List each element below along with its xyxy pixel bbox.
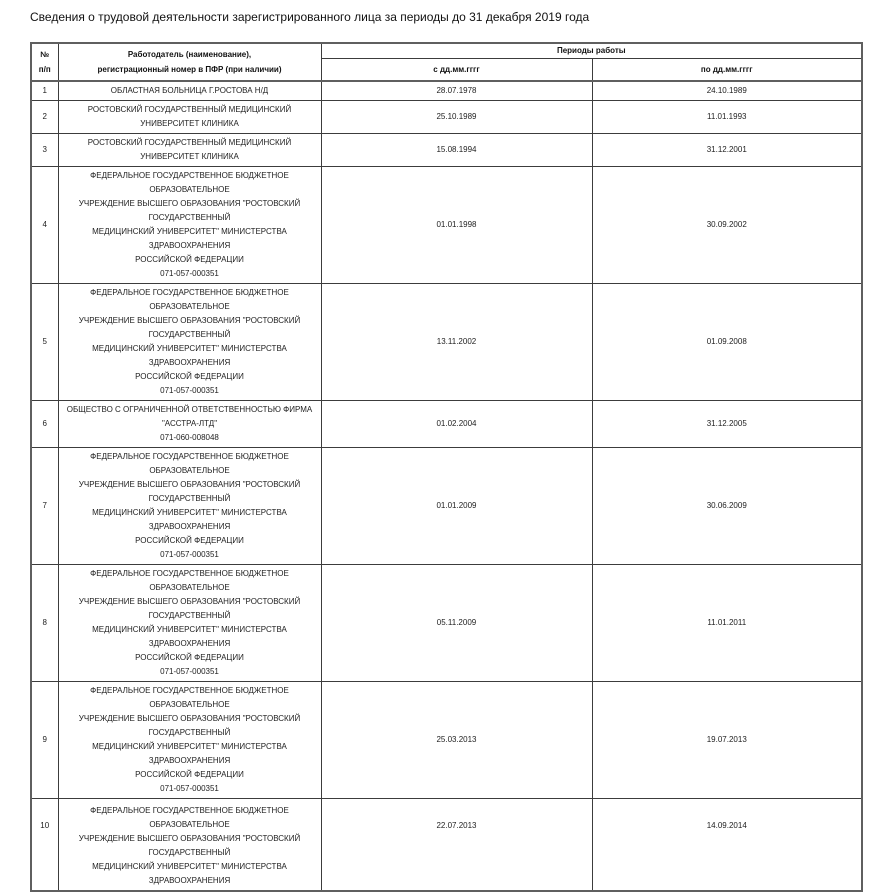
employer-line: 071-057-000351 — [160, 550, 219, 559]
employer-line: РОССИЙСКОЙ ФЕДЕРАЦИИ — [135, 372, 244, 381]
employment-history-table — [30, 42, 863, 892]
employer-cell — [58, 81, 321, 101]
date-from-cell: 25.03.2013 — [321, 682, 592, 799]
employer-cell — [58, 682, 321, 799]
date-from-cell: 15.08.1994 — [321, 134, 592, 167]
table-row — [31, 799, 862, 892]
document-title: Сведения о трудовой деятельности зарегистрированного лица за периоды до 31 декабря 2019 года — [30, 10, 590, 24]
row-number-cell: 1 — [31, 81, 58, 101]
table-row — [31, 401, 862, 448]
employer-line: МЕДИЦИНСКИЙ УНИВЕРСИТЕТ" МИНИСТЕРСТВА ЗДРАВООХРАНЕНИЯ — [92, 862, 287, 885]
date-to-cell: 14.09.2014 — [592, 799, 862, 892]
row-number-cell: 9 — [31, 682, 58, 799]
row-number-cell: 8 — [31, 565, 58, 682]
employer-cell — [58, 167, 321, 284]
employer-cell — [58, 101, 321, 134]
date-to-cell: 19.07.2013 — [592, 682, 862, 799]
header-employer-line2: регистрационный номер в ПФР (при наличии) — [97, 65, 282, 74]
employer-cell — [58, 799, 321, 892]
employer-cell — [58, 401, 321, 448]
header-number — [31, 43, 58, 81]
date-from-cell: 01.01.1998 — [321, 167, 592, 284]
date-from-cell: 25.10.1989 — [321, 101, 592, 134]
employer-cell — [58, 284, 321, 401]
employer-line: РОССИЙСКОЙ ФЕДЕРАЦИИ — [135, 536, 244, 545]
header-date-from: с дд.мм.гггг — [321, 58, 592, 81]
employer-line: УЧРЕЖДЕНИЕ ВЫСШЕГО ОБРАЗОВАНИЯ "РОСТОВСКИЙ ГОСУДАРСТВЕННЫЙ — [78, 199, 301, 222]
row-number-cell: 6 — [31, 401, 58, 448]
employer-cell — [58, 134, 321, 167]
header-date-to: по дд.мм.гггг — [592, 58, 862, 81]
employer-line: РОССИЙСКОЙ ФЕДЕРАЦИИ — [135, 653, 244, 662]
table-row — [31, 134, 862, 167]
employer-line: 071-057-000351 — [160, 667, 219, 676]
employer-line: МЕДИЦИНСКИЙ УНИВЕРСИТЕТ" МИНИСТЕРСТВА ЗДРАВООХРАНЕНИЯ — [92, 742, 287, 765]
row-number-cell: 5 — [31, 284, 58, 401]
employer-line: 071-060-008048 — [160, 433, 219, 442]
table-row — [31, 101, 862, 134]
table-row — [31, 565, 862, 682]
date-to-cell: 11.01.2011 — [592, 565, 862, 682]
employer-line: ФЕДЕРАЛЬНОЕ ГОСУДАРСТВЕННОЕ БЮДЖЕТНОЕ ОБРАЗОВАТЕЛЬНОЕ — [90, 452, 289, 475]
row-number-cell: 3 — [31, 134, 58, 167]
employer-cell — [58, 448, 321, 565]
date-from-cell: 28.07.1978 — [321, 81, 592, 101]
employer-line: ОБЛАСТНАЯ БОЛЬНИЦА Г.РОСТОВА Н/Д — [110, 86, 269, 95]
employer-line: МЕДИЦИНСКИЙ УНИВЕРСИТЕТ" МИНИСТЕРСТВА ЗДРАВООХРАНЕНИЯ — [92, 625, 287, 648]
row-number-cell: 2 — [31, 101, 58, 134]
row-number-cell: 7 — [31, 448, 58, 565]
employer-line: УЧРЕЖДЕНИЕ ВЫСШЕГО ОБРАЗОВАНИЯ "РОСТОВСКИЙ ГОСУДАРСТВЕННЫЙ — [78, 714, 301, 737]
date-from-cell: 01.01.2009 — [321, 448, 592, 565]
employer-line: РОСТОВСКИЙ ГОСУДАРСТВЕННЫЙ МЕДИЦИНСКИЙ УНИВЕРСИТЕТ КЛИНИКА — [87, 138, 292, 161]
date-from-cell: 01.02.2004 — [321, 401, 592, 448]
date-to-cell: 30.06.2009 — [592, 448, 862, 565]
header-employer-line1: Работодатель (наименование), — [127, 50, 252, 59]
date-from-cell: 13.11.2002 — [321, 284, 592, 401]
table-row — [31, 167, 862, 284]
table-row — [31, 81, 862, 101]
employer-line: УЧРЕЖДЕНИЕ ВЫСШЕГО ОБРАЗОВАНИЯ "РОСТОВСКИЙ ГОСУДАРСТВЕННЫЙ — [78, 834, 301, 857]
date-to-cell: 31.12.2005 — [592, 401, 862, 448]
employer-line: ФЕДЕРАЛЬНОЕ ГОСУДАРСТВЕННОЕ БЮДЖЕТНОЕ ОБРАЗОВАТЕЛЬНОЕ — [90, 569, 289, 592]
employer-line: УЧРЕЖДЕНИЕ ВЫСШЕГО ОБРАЗОВАНИЯ "РОСТОВСКИЙ ГОСУДАРСТВЕННЫЙ — [78, 316, 301, 339]
header-number-line1: № — [40, 50, 50, 59]
header-number-line2: п/п — [38, 65, 51, 74]
employer-line: ОБЩЕСТВО С ОГРАНИЧЕННОЙ ОТВЕТСТВЕННОСТЬЮ ФИРМА "АССТРА-ЛТД" — [66, 405, 313, 428]
row-number-cell: 10 — [31, 799, 58, 892]
date-to-cell: 11.01.1993 — [592, 101, 862, 134]
date-from-cell: 05.11.2009 — [321, 565, 592, 682]
employer-cell — [58, 565, 321, 682]
employer-line: ФЕДЕРАЛЬНОЕ ГОСУДАРСТВЕННОЕ БЮДЖЕТНОЕ ОБРАЗОВАТЕЛЬНОЕ — [90, 806, 289, 829]
employer-line: УЧРЕЖДЕНИЕ ВЫСШЕГО ОБРАЗОВАНИЯ "РОСТОВСКИЙ ГОСУДАРСТВЕННЫЙ — [78, 597, 301, 620]
employer-line: 071-057-000351 — [160, 269, 219, 278]
header-periods: Периоды работы — [321, 43, 862, 58]
table-row — [31, 284, 862, 401]
date-to-cell: 24.10.1989 — [592, 81, 862, 101]
row-number-cell: 4 — [31, 167, 58, 284]
table-row — [31, 682, 862, 799]
employer-line: 071-057-000351 — [160, 784, 219, 793]
table-body — [31, 81, 862, 891]
employer-line: РОСТОВСКИЙ ГОСУДАРСТВЕННЫЙ МЕДИЦИНСКИЙ УНИВЕРСИТЕТ КЛИНИКА — [87, 105, 292, 128]
table-row — [31, 448, 862, 565]
table-header — [31, 43, 862, 81]
employer-line: ФЕДЕРАЛЬНОЕ ГОСУДАРСТВЕННОЕ БЮДЖЕТНОЕ ОБРАЗОВАТЕЛЬНОЕ — [90, 288, 289, 311]
employer-line: МЕДИЦИНСКИЙ УНИВЕРСИТЕТ" МИНИСТЕРСТВА ЗДРАВООХРАНЕНИЯ — [92, 344, 287, 367]
employer-line: РОССИЙСКОЙ ФЕДЕРАЦИИ — [135, 255, 244, 264]
employer-line: РОССИЙСКОЙ ФЕДЕРАЦИИ — [135, 770, 244, 779]
employer-line: МЕДИЦИНСКИЙ УНИВЕРСИТЕТ" МИНИСТЕРСТВА ЗДРАВООХРАНЕНИЯ — [92, 227, 287, 250]
employer-line: УЧРЕЖДЕНИЕ ВЫСШЕГО ОБРАЗОВАНИЯ "РОСТОВСКИЙ ГОСУДАРСТВЕННЫЙ — [78, 480, 301, 503]
employer-line: ФЕДЕРАЛЬНОЕ ГОСУДАРСТВЕННОЕ БЮДЖЕТНОЕ ОБРАЗОВАТЕЛЬНОЕ — [90, 171, 289, 194]
date-to-cell: 30.09.2002 — [592, 167, 862, 284]
date-to-cell: 01.09.2008 — [592, 284, 862, 401]
employer-line: ФЕДЕРАЛЬНОЕ ГОСУДАРСТВЕННОЕ БЮДЖЕТНОЕ ОБРАЗОВАТЕЛЬНОЕ — [90, 686, 289, 709]
header-employer — [58, 43, 321, 81]
date-from-cell: 22.07.2013 — [321, 799, 592, 892]
employer-line: 071-057-000351 — [160, 386, 219, 395]
date-to-cell: 31.12.2001 — [592, 134, 862, 167]
employer-line: МЕДИЦИНСКИЙ УНИВЕРСИТЕТ" МИНИСТЕРСТВА ЗДРАВООХРАНЕНИЯ — [92, 508, 287, 531]
